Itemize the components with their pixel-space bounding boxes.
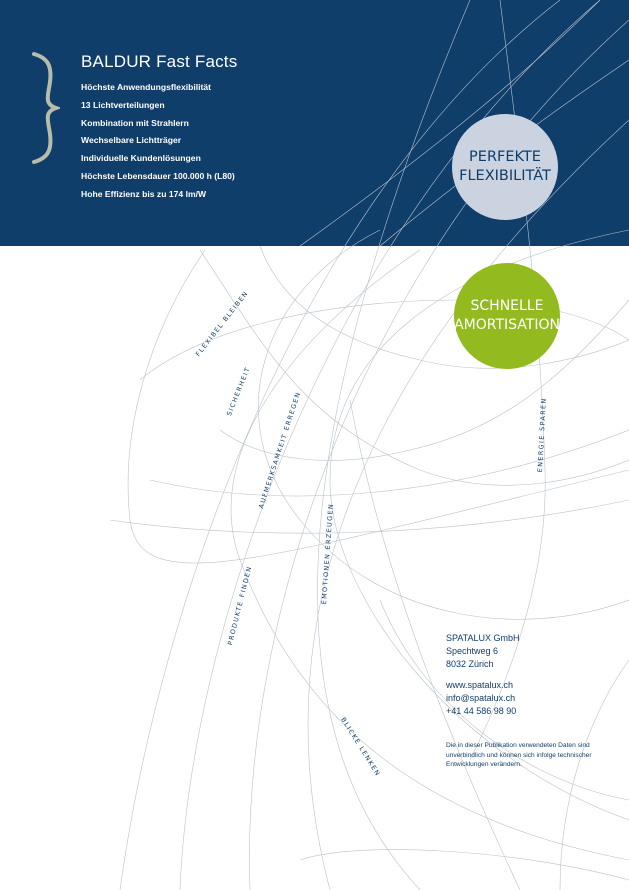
curve-label-blicke: BLICKE LENKEN xyxy=(339,716,383,779)
contact-block xyxy=(446,632,520,726)
phone-number: +41 44 586 98 90 xyxy=(446,706,517,716)
list-item: Höchste Anwendungsflexibilität xyxy=(81,82,212,92)
curve-label-emotionen: EMOTIONEN ERZEUGEN xyxy=(320,502,336,605)
fast-facts-title: BALDUR Fast Facts xyxy=(81,52,238,71)
curve-label-produkte: PRODUKTE FINDEN xyxy=(226,564,254,646)
curve-label-energie: ENERGIE SPAREN xyxy=(536,397,548,473)
list-item: Wechselbare Lichtträger xyxy=(81,135,182,146)
fast-facts-list xyxy=(81,79,237,204)
badge-line: SCHNELLE xyxy=(470,298,544,314)
brace-ornament-icon xyxy=(30,52,60,164)
flexibility-badge xyxy=(452,114,558,220)
badge-line: FLEXIBILITÄT xyxy=(459,168,551,184)
company-name: SPATALUX GmbH xyxy=(446,633,520,643)
curve-label-aufmerksamkeit: AUFMERKSAMKEIT ERREGEN xyxy=(257,390,303,510)
badge-line: AMORTISATION xyxy=(454,317,560,333)
fast-facts xyxy=(81,52,237,204)
list-item: Kombination mit Strahlern xyxy=(81,117,189,128)
badge-line: PERFEKTE xyxy=(469,149,541,165)
list-item: Individuelle Kundenlösungen xyxy=(81,153,201,164)
list-item: Hohe Effizienz bis zu 174 lm/W xyxy=(81,188,207,199)
list-item: 13 Lichtverteilungen xyxy=(81,99,165,110)
address xyxy=(446,632,520,671)
street: Spechtweg 6 xyxy=(446,646,499,656)
city: 8032 Zürich xyxy=(446,659,494,669)
email-link[interactable]: info@spatalux.ch xyxy=(446,693,516,703)
curve-label-flexibel: FLEXIBEL BLEIBEN xyxy=(194,289,251,358)
amortisation-badge xyxy=(454,263,560,369)
disclaimer: Die in dieser Publikation verwendeten Daten sind unverbindlich und können sich infolge technischer Entwicklungen verändern. xyxy=(446,742,592,768)
list-item: Höchste Lebensdauer 100.000 h (L80) xyxy=(81,170,235,181)
website-link[interactable]: www.spatalux.ch xyxy=(446,680,514,690)
curve-label-sicherheit: SICHERHEIT xyxy=(225,365,253,417)
contact-details xyxy=(446,679,520,718)
